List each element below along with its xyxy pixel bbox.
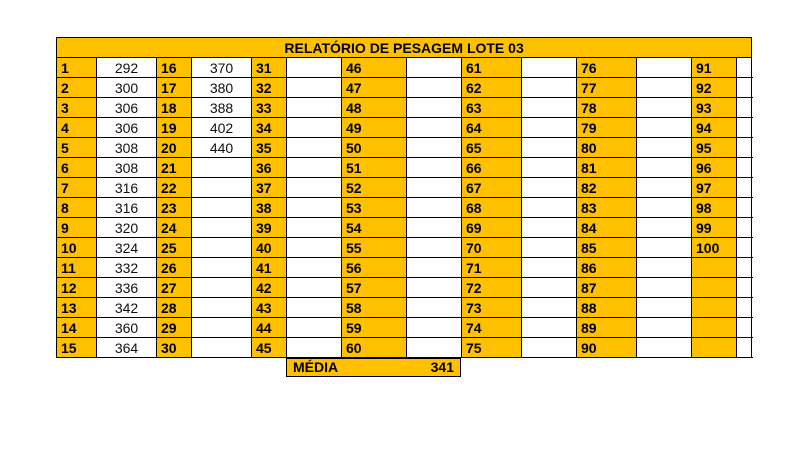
lot-number-cell: 96 <box>692 158 737 178</box>
weight-cell <box>522 98 577 118</box>
lot-number-cell: 95 <box>692 138 737 158</box>
weight-cell <box>522 138 577 158</box>
lot-number-cell <box>692 298 737 318</box>
lot-number-cell: 53 <box>342 198 407 218</box>
weight-cell <box>287 118 342 138</box>
weight-cell: 440 <box>192 138 252 158</box>
lot-number-cell: 76 <box>577 58 637 78</box>
table-row <box>57 278 752 298</box>
average-value: 341 <box>430 359 454 375</box>
weight-cell <box>737 238 752 258</box>
lot-number-cell: 80 <box>577 138 637 158</box>
lot-number-cell: 44 <box>252 318 287 338</box>
weight-cell <box>522 278 577 298</box>
lot-number-cell: 54 <box>342 218 407 238</box>
weight-cell <box>287 258 342 278</box>
lot-number-cell: 62 <box>462 78 522 98</box>
lot-number-cell: 100 <box>692 238 737 258</box>
lot-number-cell: 87 <box>577 278 637 298</box>
lot-number-cell: 55 <box>342 238 407 258</box>
weight-cell <box>637 338 692 358</box>
weight-cell <box>522 298 577 318</box>
lot-number-cell: 70 <box>462 238 522 258</box>
lot-number-cell: 99 <box>692 218 737 238</box>
lot-number-cell: 31 <box>252 58 287 78</box>
lot-number-cell: 49 <box>342 118 407 138</box>
lot-number-cell: 11 <box>57 258 97 278</box>
weight-cell <box>737 338 752 358</box>
lot-number-cell <box>692 318 737 338</box>
weight-cell <box>737 298 752 318</box>
weight-cell <box>522 238 577 258</box>
weight-cell: 380 <box>192 78 252 98</box>
lot-number-cell: 22 <box>157 178 192 198</box>
weight-cell <box>522 118 577 138</box>
weight-cell <box>737 158 752 178</box>
weight-cell <box>737 198 752 218</box>
table-row <box>57 98 752 118</box>
table-row <box>57 298 752 318</box>
lot-number-cell: 5 <box>57 138 97 158</box>
weight-cell <box>637 118 692 138</box>
weight-cell <box>522 178 577 198</box>
weight-cell: 300 <box>97 78 157 98</box>
lot-number-cell: 37 <box>252 178 287 198</box>
weight-cell: 306 <box>97 118 157 138</box>
weight-cell: 316 <box>97 198 157 218</box>
weight-cell <box>287 238 342 258</box>
lot-number-cell: 93 <box>692 98 737 118</box>
weight-cell <box>192 338 252 358</box>
table-row <box>57 118 752 138</box>
weight-cell <box>637 278 692 298</box>
lot-number-cell: 16 <box>157 58 192 78</box>
weight-cell <box>192 238 252 258</box>
lot-number-cell: 26 <box>157 258 192 278</box>
table-row <box>57 338 752 358</box>
weight-cell: 370 <box>192 58 252 78</box>
lot-number-cell: 23 <box>157 198 192 218</box>
table-row <box>57 178 752 198</box>
weight-cell <box>407 278 462 298</box>
table-row <box>57 138 752 158</box>
lot-number-cell: 92 <box>692 78 737 98</box>
weight-cell <box>637 238 692 258</box>
lot-number-cell: 29 <box>157 318 192 338</box>
table-row <box>57 218 752 238</box>
lot-number-cell: 21 <box>157 158 192 178</box>
title-row <box>57 38 752 58</box>
weight-cell: 306 <box>97 98 157 118</box>
lot-number-cell: 47 <box>342 78 407 98</box>
weight-cell <box>737 258 752 278</box>
lot-number-cell: 24 <box>157 218 192 238</box>
weight-cell <box>737 78 752 98</box>
lot-number-cell: 32 <box>252 78 287 98</box>
lot-number-cell: 69 <box>462 218 522 238</box>
weight-cell: 336 <box>97 278 157 298</box>
weight-cell <box>522 58 577 78</box>
lot-number-cell: 39 <box>252 218 287 238</box>
weight-cell <box>287 298 342 318</box>
lot-number-cell: 64 <box>462 118 522 138</box>
weight-cell <box>287 158 342 178</box>
lot-number-cell: 68 <box>462 198 522 218</box>
weight-cell <box>737 98 752 118</box>
weight-cell <box>522 158 577 178</box>
weight-cell <box>637 318 692 338</box>
table-row <box>57 318 752 338</box>
weight-cell <box>287 178 342 198</box>
weight-cell <box>287 218 342 238</box>
weight-cell <box>407 58 462 78</box>
lot-number-cell: 56 <box>342 258 407 278</box>
lot-number-cell: 52 <box>342 178 407 198</box>
lot-number-cell: 58 <box>342 298 407 318</box>
weight-cell: 316 <box>97 178 157 198</box>
weight-cell <box>737 118 752 138</box>
lot-number-cell: 17 <box>157 78 192 98</box>
summary-area <box>56 358 751 378</box>
weight-cell <box>407 338 462 358</box>
lot-number-cell: 65 <box>462 138 522 158</box>
lot-number-cell: 60 <box>342 338 407 358</box>
lot-number-cell: 71 <box>462 258 522 278</box>
weight-cell <box>737 138 752 158</box>
table-row <box>57 258 752 278</box>
lot-number-cell: 67 <box>462 178 522 198</box>
lot-number-cell: 6 <box>57 158 97 178</box>
table-row <box>57 238 752 258</box>
weight-cell: 308 <box>97 158 157 178</box>
weight-cell <box>637 198 692 218</box>
weight-cell <box>407 238 462 258</box>
weight-cell <box>637 218 692 238</box>
weight-cell <box>407 138 462 158</box>
lot-number-cell <box>692 258 737 278</box>
weight-cell <box>407 258 462 278</box>
weight-cell: 402 <box>192 118 252 138</box>
lot-number-cell: 36 <box>252 158 287 178</box>
weight-cell <box>407 178 462 198</box>
weight-cell <box>522 338 577 358</box>
average-label: MÉDIA <box>293 359 339 375</box>
lot-number-cell: 35 <box>252 138 287 158</box>
lot-number-cell: 18 <box>157 98 192 118</box>
lot-number-cell: 97 <box>692 178 737 198</box>
weight-cell: 332 <box>97 258 157 278</box>
weight-cell <box>637 258 692 278</box>
lot-number-cell: 13 <box>57 298 97 318</box>
lot-number-cell: 84 <box>577 218 637 238</box>
lot-number-cell: 2 <box>57 78 97 98</box>
lot-number-cell: 61 <box>462 58 522 78</box>
weight-cell <box>407 218 462 238</box>
lot-number-cell <box>692 278 737 298</box>
average-cell <box>286 358 461 377</box>
lot-number-cell: 10 <box>57 238 97 258</box>
lot-number-cell: 78 <box>577 98 637 118</box>
lot-number-cell: 27 <box>157 278 192 298</box>
lot-number-cell: 48 <box>342 98 407 118</box>
lot-number-cell: 81 <box>577 158 637 178</box>
weight-cell <box>192 198 252 218</box>
weight-cell <box>192 318 252 338</box>
weight-cell <box>637 78 692 98</box>
weight-cell <box>192 218 252 238</box>
weight-cell <box>737 278 752 298</box>
weight-cell <box>637 138 692 158</box>
weight-cell <box>407 298 462 318</box>
weight-cell <box>407 158 462 178</box>
lot-number-cell: 40 <box>252 238 287 258</box>
lot-number-cell: 14 <box>57 318 97 338</box>
weight-cell <box>737 178 752 198</box>
lot-number-cell: 20 <box>157 138 192 158</box>
lot-number-cell: 30 <box>157 338 192 358</box>
lot-number-cell: 8 <box>57 198 97 218</box>
table-row <box>57 58 752 78</box>
weight-cell <box>287 138 342 158</box>
table-row <box>57 158 752 178</box>
lot-number-cell: 7 <box>57 178 97 198</box>
lot-number-cell: 19 <box>157 118 192 138</box>
lot-number-cell: 1 <box>57 58 97 78</box>
weight-cell <box>407 198 462 218</box>
weight-cell <box>522 218 577 238</box>
weight-cell <box>407 318 462 338</box>
weighing-table <box>56 37 752 358</box>
lot-number-cell: 51 <box>342 158 407 178</box>
lot-number-cell: 63 <box>462 98 522 118</box>
weight-cell: 292 <box>97 58 157 78</box>
lot-number-cell: 66 <box>462 158 522 178</box>
weight-cell <box>192 258 252 278</box>
lot-number-cell: 88 <box>577 298 637 318</box>
weight-cell <box>637 58 692 78</box>
weight-cell <box>287 278 342 298</box>
weight-cell <box>637 178 692 198</box>
weighing-report-sheet <box>56 37 751 378</box>
weight-cell: 320 <box>97 218 157 238</box>
report-title: RELATÓRIO DE PESAGEM LOTE 03 <box>57 38 752 58</box>
weight-cell <box>637 98 692 118</box>
weight-cell <box>192 278 252 298</box>
weight-cell <box>407 78 462 98</box>
lot-number-cell: 72 <box>462 278 522 298</box>
lot-number-cell: 90 <box>577 338 637 358</box>
lot-number-cell: 57 <box>342 278 407 298</box>
weight-cell <box>287 98 342 118</box>
lot-number-cell: 25 <box>157 238 192 258</box>
table-row <box>57 198 752 218</box>
weight-cell <box>637 158 692 178</box>
lot-number-cell: 46 <box>342 58 407 78</box>
weight-cell: 324 <box>97 238 157 258</box>
lot-number-cell: 74 <box>462 318 522 338</box>
weight-cell <box>192 178 252 198</box>
table-row <box>57 78 752 98</box>
lot-number-cell: 75 <box>462 338 522 358</box>
lot-number-cell: 82 <box>577 178 637 198</box>
weight-cell <box>192 158 252 178</box>
lot-number-cell: 42 <box>252 278 287 298</box>
weight-cell <box>737 318 752 338</box>
lot-number-cell: 41 <box>252 258 287 278</box>
lot-number-cell: 28 <box>157 298 192 318</box>
weight-cell <box>287 338 342 358</box>
lot-number-cell: 86 <box>577 258 637 278</box>
weight-cell: 360 <box>97 318 157 338</box>
lot-number-cell: 91 <box>692 58 737 78</box>
weight-cell <box>407 98 462 118</box>
lot-number-cell: 45 <box>252 338 287 358</box>
weight-cell: 342 <box>97 298 157 318</box>
lot-number-cell: 73 <box>462 298 522 318</box>
lot-number-cell: 33 <box>252 98 287 118</box>
lot-number-cell: 89 <box>577 318 637 338</box>
lot-number-cell: 94 <box>692 118 737 138</box>
weight-cell <box>637 298 692 318</box>
lot-number-cell: 50 <box>342 138 407 158</box>
lot-number-cell <box>692 338 737 358</box>
weight-cell <box>287 58 342 78</box>
weight-cell <box>287 318 342 338</box>
weight-cell: 388 <box>192 98 252 118</box>
lot-number-cell: 12 <box>57 278 97 298</box>
weight-cell <box>522 198 577 218</box>
weight-cell: 364 <box>97 338 157 358</box>
lot-number-cell: 77 <box>577 78 637 98</box>
weight-cell <box>737 218 752 238</box>
weight-cell <box>737 58 752 78</box>
lot-number-cell: 85 <box>577 238 637 258</box>
lot-number-cell: 79 <box>577 118 637 138</box>
weight-cell <box>522 318 577 338</box>
weight-cell <box>522 258 577 278</box>
lot-number-cell: 15 <box>57 338 97 358</box>
weight-cell <box>407 118 462 138</box>
weight-cell <box>287 78 342 98</box>
lot-number-cell: 3 <box>57 98 97 118</box>
lot-number-cell: 98 <box>692 198 737 218</box>
weight-cell: 308 <box>97 138 157 158</box>
lot-number-cell: 38 <box>252 198 287 218</box>
weight-cell <box>192 298 252 318</box>
weight-cell <box>522 78 577 98</box>
weight-cell <box>287 198 342 218</box>
lot-number-cell: 4 <box>57 118 97 138</box>
lot-number-cell: 83 <box>577 198 637 218</box>
lot-number-cell: 34 <box>252 118 287 138</box>
lot-number-cell: 43 <box>252 298 287 318</box>
lot-number-cell: 9 <box>57 218 97 238</box>
lot-number-cell: 59 <box>342 318 407 338</box>
